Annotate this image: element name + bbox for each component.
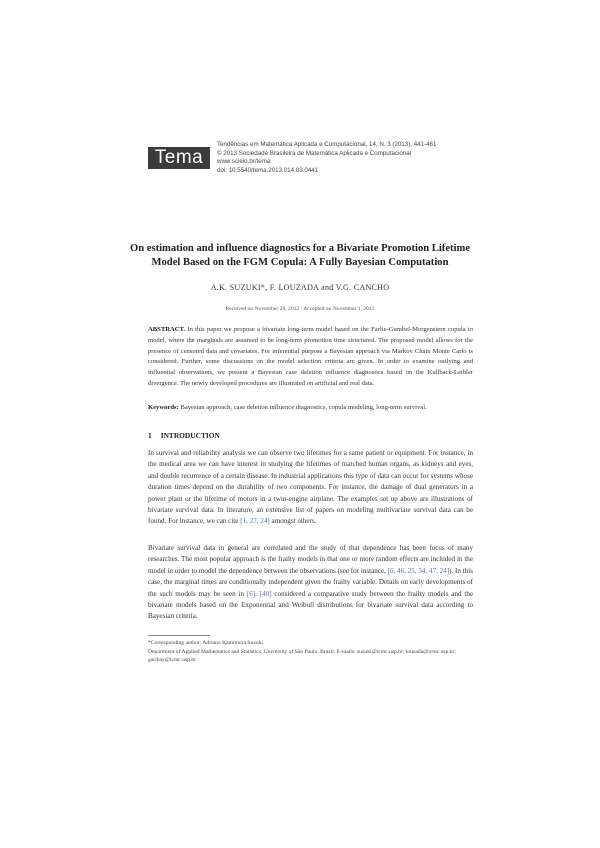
title-line: On estimation and influence diagnostics for a Bivariate Promotion Lifetime [129, 243, 471, 254]
paper-title [118, 242, 482, 270]
journal-info [217, 141, 447, 175]
keywords-label: Keywords: [148, 404, 179, 411]
keywords-text: Bayesian approach, case deletion influence diagnostics, copula modeling, long-term survival. [180, 404, 427, 411]
paragraph-text: amongst others. [269, 517, 317, 526]
intro-paragraph-1 [148, 448, 473, 528]
journal-line-url: www.scielo.br/tema [217, 158, 271, 166]
paragraph-text: . [255, 589, 260, 598]
citation-link[interactable]: [40] [259, 589, 272, 598]
paragraph-text: considered a comparative study between the frailty models and the bivariate models based on the Exponential and Weibull distributions for bivariate survival data according to Bayesian criteria. [148, 589, 474, 621]
intro-paragraph-2 [148, 543, 473, 623]
journal-line-doi: doi: 10.5540/tema.2013.014.03.0441 [217, 166, 319, 174]
abstract-label: ABSTRACT. [148, 326, 186, 333]
journal-line-citation: Tendências em Matemática Aplicada e Computacional, 14, N. 3 (2013), 441-461 [217, 141, 437, 148]
citation-link[interactable]: [6, 46, 25, 34, 47, 24] [387, 566, 450, 575]
footnote [148, 639, 473, 665]
author-list: A.K. SUZUKI*, F. LOUZADA and V.G. CANCHO [210, 283, 390, 292]
section-number: 1 [148, 431, 152, 440]
abstract-text: In this paper we propose a bivariate long-term model based on the Farlie-Gumbel-Morgenstern copula to model, where the marginals are assumed to be long-term promotion time structured. The proposed model allows for the presence of censored data and covariates. For inferential purpose a Bayesian approach via Markov Chain Monte Carlo is considered. Further, some discussions on the model selection criteria are given. In order to examine outlying and influential observations, we present a Bayesian case deletion influence diagnostics based on the Kullback-Leibler divergence. The newly developed procedures are illustrated on artificial and real data. [148, 326, 473, 387]
footnote-affiliation: Department of Applied Mathematics and Statistics, University of São Paulo, Brazil. E-mails: suzuki@icmc.usp.br; louzada@icmc.usp.br; garibay@icmc.usp.br [148, 648, 456, 664]
journal-line-copyright: © 2013 Sociedade Brasileira de Matemática Aplicada e Computacional [217, 149, 412, 157]
footnote-divider [148, 635, 210, 636]
logo-text: Tema [154, 147, 204, 168]
keywords [148, 403, 473, 413]
footnote-corresponding: *Corresponding author: Adriano Kamimura Suzuki [148, 640, 263, 646]
citation-link[interactable]: [6] [246, 589, 256, 598]
section-title: INTRODUCTION [160, 431, 220, 440]
citation-link[interactable]: [1, 27, 24] [240, 517, 270, 526]
paragraph-text: In survival and reliability analysis we can observe two lifetimes for a same patient or equipment. For instance, in the medical area we can have interest in studying the lifetimes of matched human organs, as kidneys and eyes, and double recurrence of a certain disease. In industrial applications this type of data can occur for systems whose duration times depend on the durability of two components. For instance, the damage of dual generators in a power plant or the lifetime of motors in a twin-engine airplane. The examples set up above are illustrations of bivariate survival data. In literature, an extensive list of papers on modeling multivariate survival data can be found. For instance, we can cite [148, 449, 473, 526]
journal-logo [148, 147, 210, 169]
paragraph-text: Bivariate survival data in general are correlated and the study of that dependence has been focus of many researches. The most popular approach is the frailty models in that one or more random effects are included in the model in order to model the dependence between the observations (see for instance, [148, 544, 473, 575]
section-heading [148, 431, 229, 440]
abstract [148, 325, 473, 390]
received-dates: Received on November 28, 2012 / Accepted on November 1, 2013 [225, 306, 375, 312]
paragraph-text: ). In this case, the marginal times are conditionally independent given the frailty variable. Details on early developments of the such models may be seen in [148, 566, 473, 598]
title-line: Model Based on the FGM Copula: A Fully Bayesian Computation [151, 257, 449, 268]
